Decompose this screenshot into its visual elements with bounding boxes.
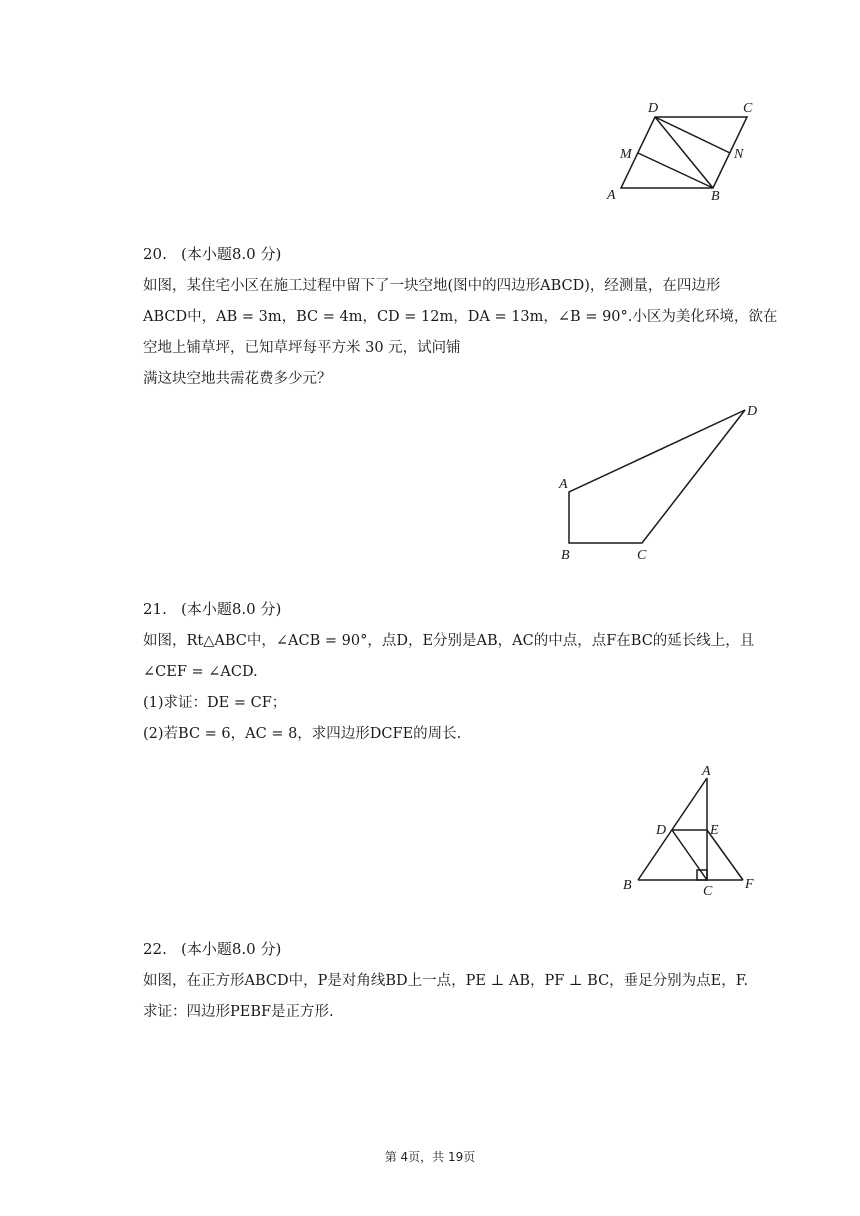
parallelogram-diagram — [600, 98, 770, 208]
triangle-figure — [618, 762, 763, 902]
segment-dn — [655, 117, 730, 153]
quadrilateral-diagram — [555, 400, 770, 565]
point-label-c: C — [743, 101, 753, 116]
question-20 — [143, 243, 783, 395]
question-text-line: 求证：四边形PEBF是正方形. — [143, 1004, 334, 1020]
question-text-line: (2)若BC = 6，AC = 8，求四边形DCFE的周长. — [143, 726, 462, 742]
question-header — [143, 938, 783, 960]
triangle-diagram — [618, 762, 763, 902]
diagonal-db — [655, 117, 713, 188]
page-footer: 第 4页，共 19页 — [384, 1150, 476, 1164]
point-label-d: D — [648, 101, 659, 116]
question-header — [143, 243, 783, 265]
question-score: (本小题8.0 分) — [181, 600, 282, 618]
question-text-line: (1)求证：DE = CF； — [143, 695, 287, 711]
segment-dc — [672, 830, 707, 880]
question-21 — [143, 598, 783, 750]
point-label-a: A — [559, 477, 568, 492]
question-number: 21. — [143, 600, 167, 618]
question-text-line: 如图，某住宅小区在施工过程中留下了一块空地(图中的四边形ABCD)，经测量，在四边形 — [143, 278, 721, 294]
question-text-line: ABCD中，AB = 3m，BC = 4m，CD = 12m，DA = 13m，∠B = 90°.小区为美化环境，欲在 — [143, 309, 778, 325]
point-label-n: N — [734, 147, 744, 162]
point-label-c: C — [703, 884, 713, 899]
question-text-line: 如图，Rt△ABC中，∠ACB = 90°，点D，E分别是AB，AC的中点，点F在BC的延长线上，且 — [143, 633, 755, 649]
question-text-line: 满这块空地共需花费多少元？ — [143, 371, 332, 387]
question-score: (本小题8.0 分) — [181, 940, 282, 958]
quadrilateral-figure — [555, 400, 770, 565]
point-label-c: C — [637, 548, 647, 563]
quadrilateral-outline — [569, 410, 745, 543]
question-header — [143, 598, 783, 620]
question-text-line: ∠CEF = ∠ACD. — [143, 664, 258, 680]
point-label-a: A — [607, 188, 616, 203]
point-label-b: B — [623, 878, 632, 893]
point-label-e: E — [710, 823, 719, 838]
question-number: 20. — [143, 245, 167, 263]
segment-mb — [638, 153, 713, 188]
point-label-b: B — [561, 548, 570, 563]
parallelogram-figure — [600, 98, 770, 208]
question-number: 22. — [143, 940, 167, 958]
point-label-b: B — [711, 189, 720, 204]
point-label-a: A — [702, 764, 711, 779]
question-text-line: 空地上铺草坪，已知草坪每平方米 30 元，试问铺 — [143, 340, 461, 356]
point-label-d: D — [656, 823, 667, 838]
question-22 — [143, 938, 783, 1028]
point-label-m: M — [620, 147, 632, 162]
question-text-line: 如图，在正方形ABCD中，P是对角线BD上一点，PE ⊥ AB，PF ⊥ BC，垂足分别为点E，F. — [143, 973, 749, 989]
point-label-d: D — [747, 404, 758, 419]
question-score: (本小题8.0 分) — [181, 245, 282, 263]
point-label-f: F — [745, 877, 754, 892]
